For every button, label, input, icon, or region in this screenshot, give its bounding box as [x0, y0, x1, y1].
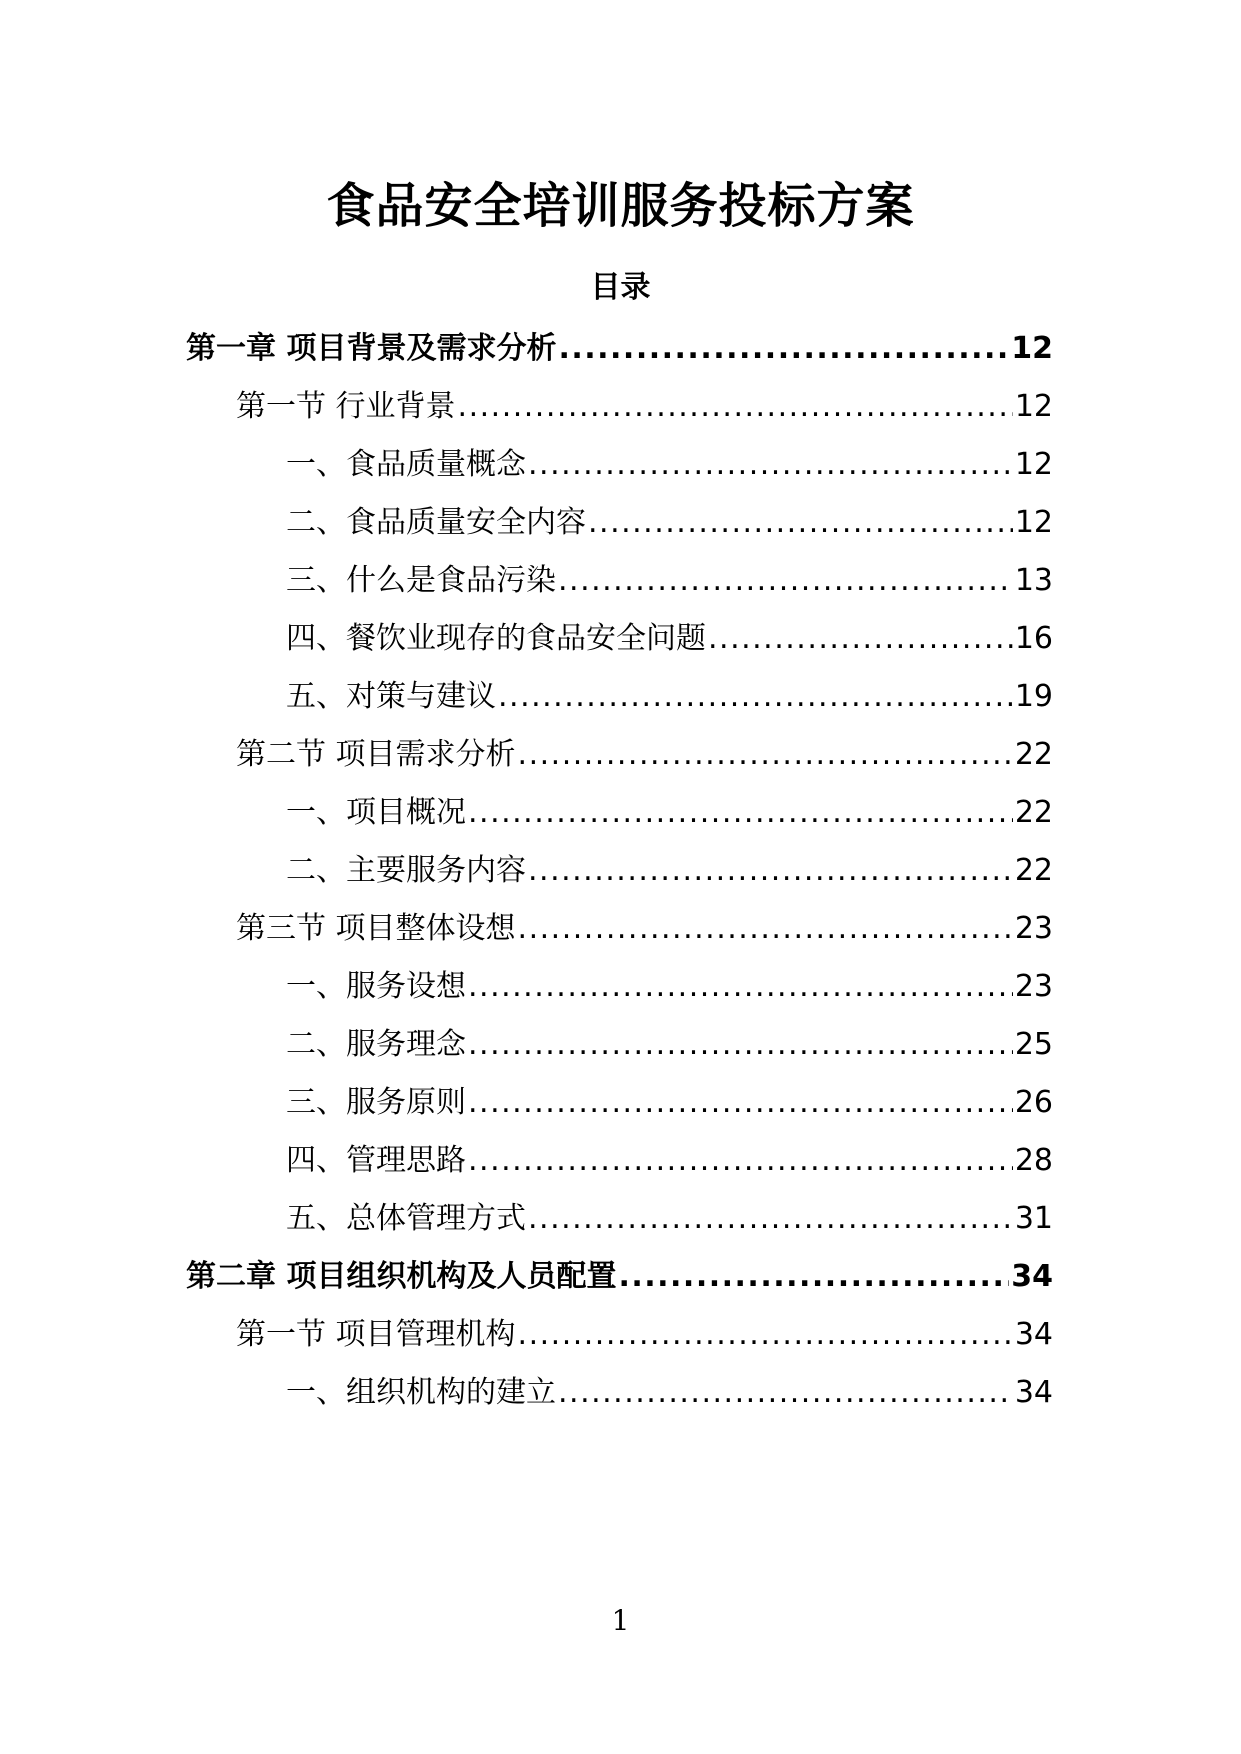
toc-entry-label: 第二节 项目需求分析	[236, 737, 516, 772]
toc-entry-subsection[interactable]	[286, 1074, 1053, 1124]
toc-entry-subsection[interactable]	[286, 1364, 1053, 1414]
toc-entry-page: 34	[1011, 1259, 1053, 1294]
toc-entry-label: 第一章 项目背景及需求分析	[186, 331, 557, 366]
toc-dot-leader	[558, 1372, 1013, 1414]
toc-entry-subsection[interactable]	[286, 494, 1053, 544]
toc-entry-label: 五、对策与建议	[286, 679, 496, 714]
toc-entry-subsection[interactable]	[286, 1132, 1053, 1182]
toc-entry-label: 二、服务理念	[286, 1027, 466, 1062]
toc-dot-leader	[498, 676, 1013, 718]
toc-entry-page: 22	[1014, 795, 1053, 830]
toc-dot-leader	[518, 734, 1013, 776]
toc-entry-subsection[interactable]	[286, 958, 1053, 1008]
toc-dot-leader	[558, 328, 1009, 370]
toc-heading: 目录	[590, 270, 651, 305]
toc-entry-label: 一、组织机构的建立	[286, 1375, 556, 1410]
toc-entry-label: 五、总体管理方式	[286, 1201, 526, 1236]
toc-dot-leader	[558, 560, 1013, 602]
toc-entry-label: 二、主要服务内容	[286, 853, 526, 888]
toc-entry-page: 26	[1014, 1085, 1053, 1120]
toc-dot-leader	[518, 908, 1013, 950]
toc-entry-label: 一、服务设想	[286, 969, 466, 1004]
toc-entry-label: 三、什么是食品污染	[286, 563, 556, 598]
toc-entry-page: 23	[1014, 969, 1053, 1004]
toc-entry-subsection[interactable]	[286, 1190, 1053, 1240]
toc-dot-leader	[458, 386, 1013, 428]
toc-entry-label: 四、餐饮业现存的食品安全问题	[286, 621, 706, 656]
toc-dot-leader	[588, 502, 1013, 544]
toc-entry-subsection[interactable]	[286, 784, 1053, 834]
toc-entry-label: 三、服务原则	[286, 1085, 466, 1120]
toc-entry-page: 12	[1011, 331, 1053, 366]
toc-entry-label: 一、项目概况	[286, 795, 466, 830]
toc-entry-page: 25	[1014, 1027, 1053, 1062]
toc-dot-leader	[528, 444, 1013, 486]
toc-dot-leader	[468, 1082, 1013, 1124]
toc-dot-leader	[468, 966, 1013, 1008]
toc-entry-label: 第一节 项目管理机构	[236, 1317, 516, 1352]
toc-entry-section[interactable]	[236, 1306, 1053, 1356]
toc-entry-page: 16	[1014, 621, 1053, 656]
toc-dot-leader	[618, 1256, 1009, 1298]
toc-dot-leader	[468, 1140, 1013, 1182]
toc-entry-page: 22	[1014, 737, 1053, 772]
toc-entry-section[interactable]	[236, 900, 1053, 950]
toc-dot-leader	[528, 1198, 1013, 1240]
toc-entry-section[interactable]	[236, 726, 1053, 776]
toc-entry-page: 31	[1014, 1201, 1053, 1236]
toc-entry-section[interactable]	[236, 378, 1053, 428]
toc-dot-leader	[528, 850, 1013, 892]
toc-dot-leader	[468, 1024, 1013, 1066]
toc-entry-label: 四、管理思路	[286, 1143, 466, 1178]
page-number: 1	[611, 1604, 630, 1637]
toc-entry-page: 19	[1014, 679, 1053, 714]
toc-entry-subsection[interactable]	[286, 842, 1053, 892]
toc-entry-label: 第三节 项目整体设想	[236, 911, 516, 946]
toc-entry-page: 28	[1014, 1143, 1053, 1178]
toc-dot-leader	[708, 618, 1013, 660]
toc-entry-subsection[interactable]	[286, 436, 1053, 486]
toc-entry-subsection[interactable]	[286, 1016, 1053, 1066]
toc-entry-label: 二、食品质量安全内容	[286, 505, 586, 540]
toc-entry-subsection[interactable]	[286, 668, 1053, 718]
toc-entry-page: 13	[1014, 563, 1053, 598]
document-title: 食品安全培训服务投标方案	[326, 178, 915, 234]
toc-entry-page: 12	[1014, 447, 1053, 482]
toc-entry-label: 第一节 行业背景	[236, 389, 456, 424]
toc-entry-subsection[interactable]	[286, 610, 1053, 660]
toc-entry-label: 一、食品质量概念	[286, 447, 526, 482]
toc-entry-page: 22	[1014, 853, 1053, 888]
toc-entry-chapter[interactable]	[186, 320, 1053, 370]
toc-entry-page: 23	[1014, 911, 1053, 946]
toc-entry-subsection[interactable]	[286, 552, 1053, 602]
toc-dot-leader	[468, 792, 1013, 834]
toc-entry-label: 第二章 项目组织机构及人员配置	[186, 1259, 617, 1294]
toc-dot-leader	[518, 1314, 1013, 1356]
toc-entry-page: 34	[1014, 1317, 1053, 1352]
toc-entry-chapter[interactable]	[186, 1248, 1053, 1298]
toc-entry-page: 12	[1014, 505, 1053, 540]
toc-entry-page: 34	[1014, 1375, 1053, 1410]
toc-entry-page: 12	[1014, 389, 1053, 424]
